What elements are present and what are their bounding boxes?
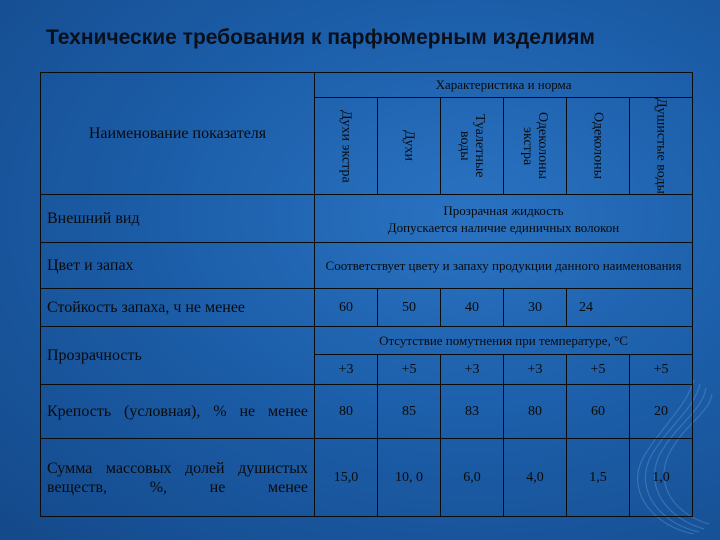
transparency-note: Отсутствие помутнения при температуре, °С [315,327,693,355]
table-row-persistence [41,289,693,327]
table-row-appearance [41,195,693,243]
persistence-value: 24 [567,289,693,327]
appearance-value-line2: Допускается наличие единичных волокон [387,219,620,235]
transparency-value: +3 [441,355,504,385]
column-header-perfume: Духи [378,98,441,195]
column-header-cologne-extra: Одеколоны экстра [504,98,567,195]
color-smell-value: Соответствует цвету и запаху продукции данного наименования [315,243,693,289]
fragrance-sum-value: 4,0 [504,439,567,517]
fragrance-sum-value: 15,0 [315,439,378,517]
appearance-value [315,195,693,243]
appearance-value-line1: Прозрачная жидкость [443,202,564,218]
row-name-fragrance-sum: Сумма массовых долей душистых веществ, %, не менее [41,439,315,517]
row-name-strength: Крепость (условная), % не менее [41,385,315,439]
fragrance-sum-value: 6,0 [441,439,504,517]
fragrance-sum-value: 1,0 [630,439,693,517]
fragrance-sum-value: 1,5 [567,439,630,517]
transparency-value: +3 [315,355,378,385]
column-header-perfume-extra: Духи экстра [315,98,378,195]
transparency-value: +5 [630,355,693,385]
transparency-value: +5 [378,355,441,385]
column-header-cologne: Одеколоны [567,98,630,195]
table-row-transparency [41,327,693,355]
strength-value: 80 [315,385,378,439]
table-row-fragrance-sum [41,439,693,517]
persistence-value: 60 [315,289,378,327]
strength-value: 20 [630,385,693,439]
characteristic-header: Характеристика и норма [315,73,693,98]
name-header: Наименование показателя [41,73,315,195]
header-row-characteristic [41,73,693,98]
transparency-value: +5 [567,355,630,385]
persistence-value: 40 [441,289,504,327]
strength-value: 80 [504,385,567,439]
fragrance-sum-value: 10, 0 [378,439,441,517]
table-row-strength [41,385,693,439]
transparency-value: +3 [504,355,567,385]
row-name-persistence: Стойкость запаха, ч не менее [41,289,315,327]
persistence-value: 30 [504,289,567,327]
row-name-appearance: Внешний вид [41,195,315,243]
column-header-eau-de-toilette: Туалетные воды [441,98,504,195]
row-name-color-smell: Цвет и запах [41,243,315,289]
row-name-transparency: Прозрачность [41,327,315,385]
strength-value: 85 [378,385,441,439]
persistence-value: 50 [378,289,441,327]
page-title: Технические требования к парфюмерным изделиям [46,26,595,49]
column-header-scented-water: Душистые воды [630,98,693,195]
strength-value: 83 [441,385,504,439]
strength-value: 60 [567,385,630,439]
requirements-table [40,72,693,517]
table-row-color-smell [41,243,693,289]
